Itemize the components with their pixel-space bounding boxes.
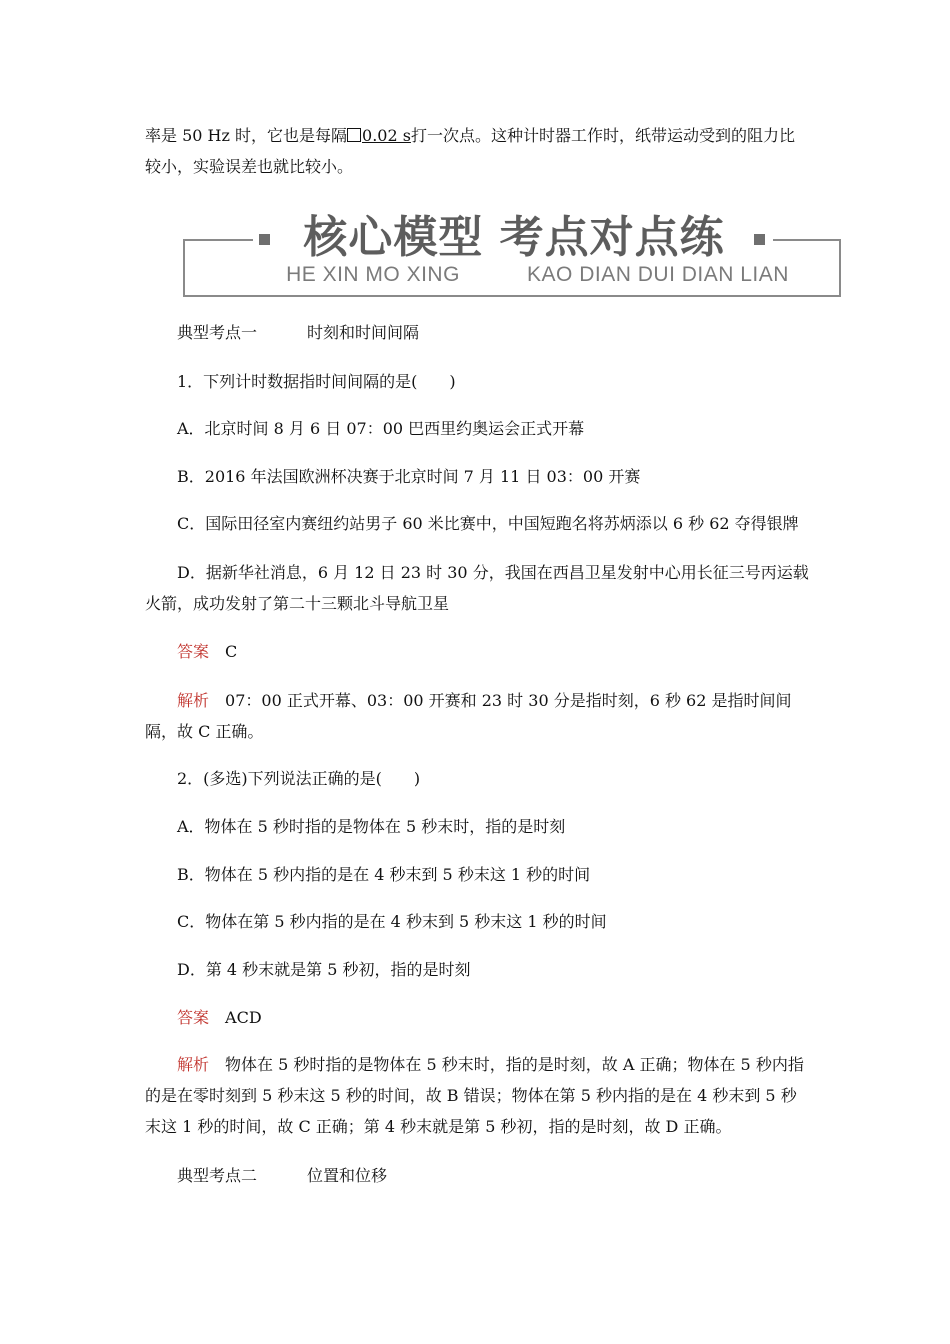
q1-stem: 1．下列计时数据指时间间隔的是( )	[177, 372, 456, 391]
q2-answer	[145, 1002, 810, 1033]
section-banner	[183, 207, 839, 297]
analysis-text: 07：00 正式开幕、03：00 开赛和 23 时 30 分是指时刻，6 秒 62 是指时间间隔，故 C 正确。	[145, 691, 792, 741]
section-topic: 时刻和时间间隔	[307, 323, 420, 342]
q1-option-b: B．2016 年法国欧洲杯决赛于北京时间 7 月 11 日 03：00 开赛	[177, 467, 641, 486]
banner-line-right	[773, 239, 839, 241]
banner-line-left	[183, 239, 253, 241]
q2-option-c: C．物体在第 5 秒内指的是在 4 秒末到 5 秒末这 1 秒的时间	[177, 912, 607, 931]
q2-option-a: A．物体在 5 秒时指的是物体在 5 秒末时，指的是时刻	[177, 817, 566, 836]
blank-answer: 0.02 s	[347, 126, 411, 145]
section-heading-2	[177, 1160, 387, 1191]
section-heading-1	[177, 317, 419, 348]
banner-square-right-icon	[754, 234, 765, 245]
q2-option-b: B．物体在 5 秒内指的是在 4 秒末到 5 秒末这 1 秒的时间	[177, 865, 591, 884]
q1-answer	[145, 636, 810, 667]
answer-label: 答案	[177, 642, 210, 661]
answer-value: C	[225, 642, 238, 661]
analysis-label: 解析	[177, 691, 210, 710]
q2-stem: 2．(多选)下列说法正确的是( )	[177, 769, 421, 788]
analysis-label: 解析	[177, 1055, 210, 1074]
answer-label: 答案	[177, 1008, 210, 1027]
intro-text-2: 打一次点。这种计时器工作时，纸带运动受到的阻力比较小，实验误差也就比较小。	[145, 126, 795, 176]
section-label: 典型考点二	[177, 1166, 258, 1185]
q1-analysis	[145, 685, 810, 747]
banner-title: 核心模型 考点对点练	[279, 207, 749, 269]
blank-box-icon	[347, 128, 361, 142]
section-topic: 位置和位移	[307, 1166, 388, 1185]
intro-text-1: 率是 50 Hz 时，它也是每隔	[145, 126, 348, 145]
q2-option-d: D．第 4 秒末就是第 5 秒初，指的是时刻	[177, 960, 471, 979]
intro-paragraph	[145, 120, 810, 182]
banner-square-left-icon	[259, 234, 270, 245]
analysis-text: 物体在 5 秒时指的是物体在 5 秒末时，指的是时刻，故 A 正确；物体在 5 秒内指的是在零时刻到 5 秒末这 5 秒的时间，故 B 错误；物体在第 5 秒内指的是在 4 秒末到 5 秒末这 1 秒的时间，故 C 正确；第 4 秒末就是第 5 秒初，指的是时刻，故 D 正确。	[145, 1055, 804, 1136]
banner-pinyin-right: KAO DIAN DUI DIAN LIAN	[527, 263, 789, 286]
section-label: 典型考点一	[177, 323, 258, 342]
answer-value: ACD	[225, 1008, 262, 1027]
banner-pinyin-left: HE XIN MO XING	[286, 263, 460, 286]
q2-analysis	[145, 1049, 810, 1142]
q1-option-c: C．国际田径室内赛纽约站男子 60 米比赛中，中国短跑名将苏炳添以 6 秒 62 夺得银牌	[177, 514, 799, 533]
q1-option-a: A．北京时间 8 月 6 日 07：00 巴西里约奥运会正式开幕	[177, 419, 585, 438]
q1-option-d: D．据新华社消息，6 月 12 日 23 时 30 分，我国在西昌卫星发射中心用长征三号丙运载火箭，成功发射了第二十三颗北斗导航卫星	[145, 563, 809, 613]
